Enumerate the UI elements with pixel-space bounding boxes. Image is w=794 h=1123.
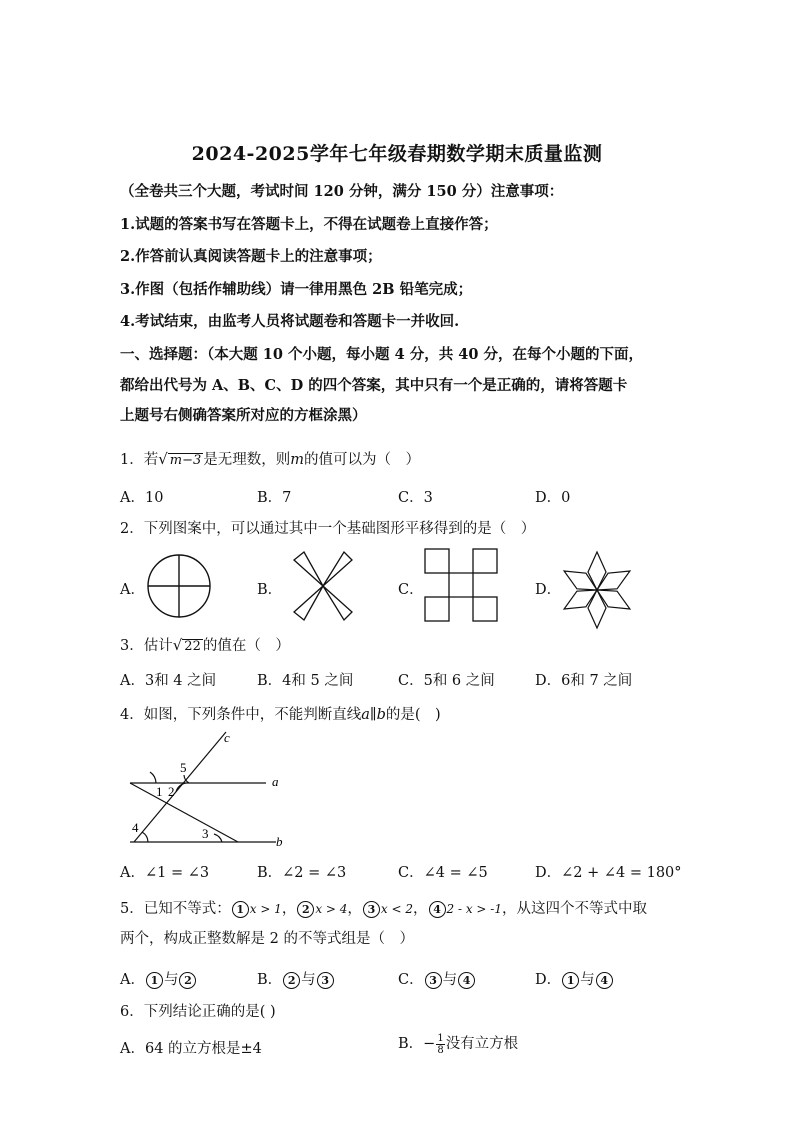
circled-4: 4	[429, 901, 446, 918]
q1-option-d: D．0	[535, 490, 571, 506]
note-2: 2.作答前认真阅读答题卡上的注意事项；	[120, 248, 382, 265]
notes-intro: （全卷共三个大题，考试时间 120 分钟，满分 150 分）注意事项：	[120, 183, 564, 200]
q1-option-a: A．10	[120, 490, 164, 506]
q2-label-c: C．	[398, 582, 424, 598]
note-4: 4.考试结束，由监考人员将试题卷和答题卡一并收回.	[120, 313, 460, 330]
question-4-stem: 4．如图，下列条件中，不能判断直线a∥b的是( )	[120, 707, 441, 723]
q3-option-a: A．3和 4 之间	[120, 673, 217, 689]
q5-option-c: C． 3 与 4	[398, 968, 476, 989]
q5-option-d: D． 1 与 4	[535, 968, 614, 989]
circled-1: 1	[232, 901, 249, 918]
q2-figure-rhombus-star	[560, 548, 634, 632]
q5-option-a: A． 1 与 2	[120, 968, 197, 989]
q4-figure-parallel-lines	[118, 728, 298, 850]
question-5-stem-line1: 5．已知不等式： 1 x > 1， 2 x > 4， 3 x < 2， 4 2 - x > -1，从这四个不等式中取	[120, 901, 647, 917]
question-1-stem: 1．若√ m−3 是无理数，则m的值可以为（ ）	[120, 450, 421, 468]
q3-radicand: 22	[184, 639, 201, 654]
q4-option-a: A．∠1 = ∠3	[120, 865, 210, 881]
sqrt-symbol: √	[172, 636, 183, 654]
note-3: 3.作图（包括作辅助线）请一律用黑色 2B 铅笔完成；	[120, 281, 473, 298]
q1-option-b: B．7	[257, 490, 292, 506]
circled-2: 2	[297, 901, 314, 918]
question-6-stem: 6．下列结论正确的是( )	[120, 1004, 276, 1020]
q4-option-c: C．∠4 = ∠5	[398, 865, 488, 881]
q5-option-b: B． 2 与 3	[257, 968, 335, 989]
page-title: 2024-2025学年七年级春期数学期末质量监测	[191, 143, 603, 165]
fig-label-5: 5	[180, 760, 187, 775]
fig-label-b: b	[276, 834, 283, 849]
section1-line3: 上题号右侧确答案所对应的方框涂黑）	[120, 407, 367, 424]
q1-option-c: C．3	[398, 490, 433, 506]
sqrt-symbol: √	[158, 450, 168, 468]
fig-label-c: c	[224, 730, 230, 745]
question-2-stem: 2．下列图案中，可以通过其中一个基础图形平移得到的是（ ）	[120, 521, 536, 537]
fig-label-3: 3	[202, 826, 209, 841]
fig-label-a: a	[272, 774, 279, 789]
q3-option-b: B．4和 5 之间	[257, 673, 354, 689]
q6-option-a: A．64 的立方根是±4	[120, 1041, 262, 1057]
minus-sign: −	[423, 1036, 436, 1052]
q3-option-c: C．5和 6 之间	[398, 673, 495, 689]
fig-label-4: 4	[132, 820, 139, 835]
section1-line1: 一、选择题：（本大题 10 个小题，每小题 4 分，共 40 分，在每个小题的下面，	[120, 346, 643, 363]
section1-line2: 都给出代号为 A、B、C、D 的四个答案，其中只有一个是正确的，请将答题卡	[120, 377, 628, 394]
q2-figure-four-squares	[424, 548, 498, 622]
note-1: 1.试题的答案书写在答题卡上，不得在试题卷上直接作答；	[120, 216, 498, 233]
q4-option-b: B．∠2 = ∠3	[257, 865, 347, 881]
fig-label-2: 2	[168, 784, 175, 799]
circled-3: 3	[363, 901, 380, 918]
q6-option-b: B．− $\frac{1}{8}$ 没有立方根	[398, 1032, 519, 1056]
fig-label-1: 1	[156, 784, 163, 799]
q1-radicand: m−3	[169, 453, 202, 468]
q2-figure-circle-cross	[146, 553, 212, 619]
q2-label-d: D．	[535, 582, 562, 598]
q2-figure-pinwheel	[290, 548, 356, 624]
q2-label-b: B．	[257, 582, 283, 598]
question-5-stem-line2: 两个，构成正整数解是 2 的不等式组是（ ）	[120, 931, 414, 947]
q4-option-d: D．∠2 + ∠4 = 180°	[535, 865, 682, 881]
q3-option-d: D．6和 7 之间	[535, 673, 633, 689]
q2-label-a: A．	[120, 582, 145, 598]
question-3-stem: 3．估计√ 22 的值在（ ）	[120, 636, 290, 654]
fraction: $\frac{1}{8}$	[437, 1032, 444, 1056]
